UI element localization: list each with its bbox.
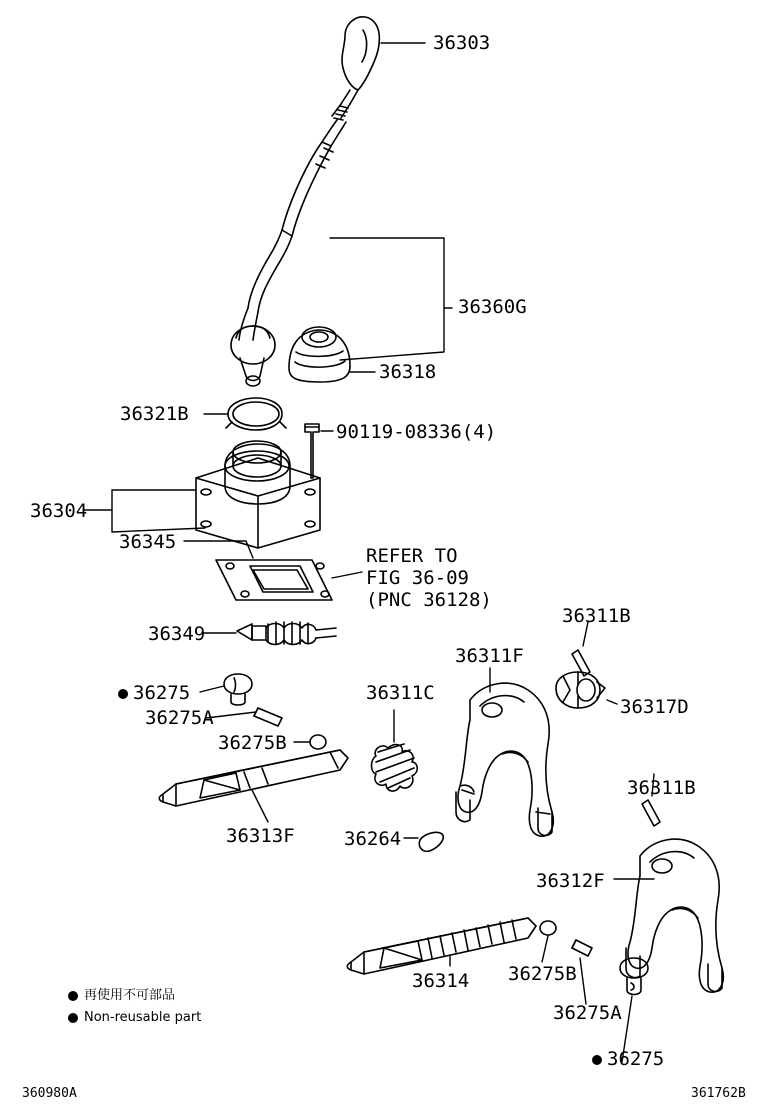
legend-label-english: Non-reusable part xyxy=(84,1010,202,1025)
legend xyxy=(68,985,201,1029)
callout-90119-08336: 90119-08336(4) xyxy=(336,421,497,443)
callout-36275-upper-group xyxy=(118,682,190,706)
refer-to-note-line1: REFER TO xyxy=(366,545,458,567)
callout-36264: 36264 xyxy=(344,828,402,850)
legend-label-japanese: 再使用不可部品 xyxy=(84,988,176,1003)
callout-36318: 36318 xyxy=(379,361,437,383)
callout-36275-lower-group xyxy=(592,1048,664,1072)
callout-36317D: 36317D xyxy=(620,696,689,718)
callout-36311F: 36311F xyxy=(455,645,524,667)
legend-row-japanese xyxy=(68,985,201,1007)
callout-36275B-lower: 36275B xyxy=(508,963,577,985)
callout-36345: 36345 xyxy=(119,531,177,553)
non-reusable-dot-icon xyxy=(68,1013,78,1023)
callout-36311B-mid: 36311B xyxy=(627,777,696,799)
refer-to-note-line2: FIG 36-09 xyxy=(366,567,469,589)
callout-36321B: 36321B xyxy=(120,403,189,425)
figure-id-left: 360980A xyxy=(22,1086,77,1101)
callout-36313F: 36313F xyxy=(226,825,295,847)
callout-36311B-top: 36311B xyxy=(562,605,631,627)
callout-36312F: 36312F xyxy=(536,870,605,892)
callout-36275A-upper: 36275A xyxy=(145,707,214,729)
callout-36275B-upper: 36275B xyxy=(218,732,287,754)
callout-36304: 36304 xyxy=(30,500,88,522)
callout-36303: 36303 xyxy=(433,32,491,54)
callout-36349: 36349 xyxy=(148,623,206,645)
refer-to-note-line3: (PNC 36128) xyxy=(366,589,492,611)
non-reusable-dot-icon xyxy=(118,689,128,699)
non-reusable-dot-icon xyxy=(68,991,78,1001)
callout-36311C: 36311C xyxy=(366,682,435,704)
callout-36275-upper: 36275 xyxy=(133,682,191,704)
callout-36275-lower: 36275 xyxy=(607,1048,665,1070)
legend-row-english xyxy=(68,1007,201,1029)
callout-36275A-lower: 36275A xyxy=(553,1002,622,1024)
callout-36360G: 36360G xyxy=(458,296,527,318)
callout-36314: 36314 xyxy=(412,970,470,992)
figure-id-right: 361762B xyxy=(691,1086,746,1101)
non-reusable-dot-icon xyxy=(592,1055,602,1065)
